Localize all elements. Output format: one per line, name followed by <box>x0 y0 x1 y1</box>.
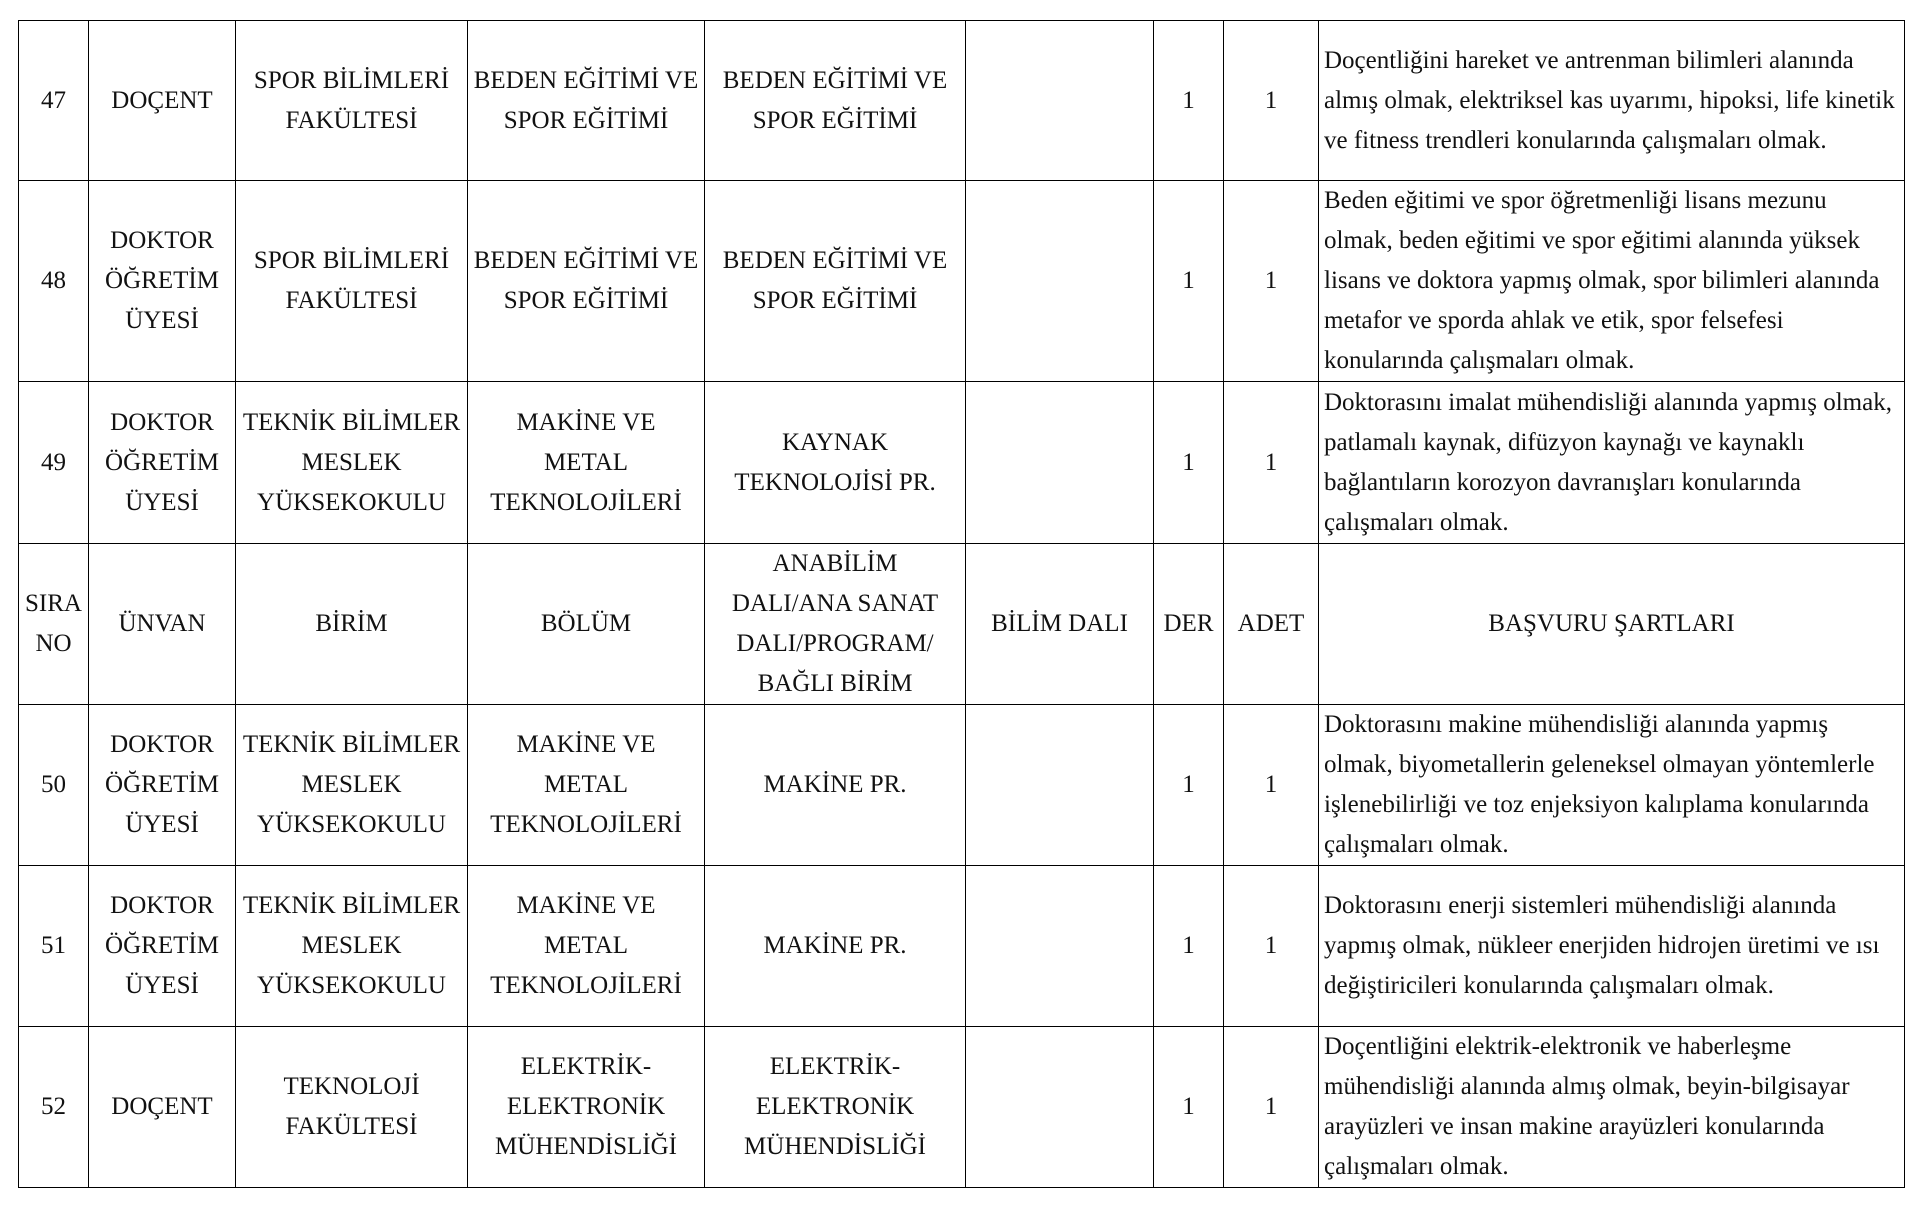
basvuru-sartlari-cell: Doktorasını makine mühendisliği alanında yapmış olmak, biyometallerin geleneksel olmayan yöntemlerle işlenebilirliği ve toz enjeksiyon kalıplama konularında çalışmaları olmak. <box>1319 705 1905 866</box>
unvan-cell: DOÇENT <box>89 1027 236 1188</box>
header-sira-no: SIRA NO <box>19 544 89 705</box>
unvan-cell: DOKTOR ÖĞRETİM ÜYESİ <box>89 382 236 544</box>
table-row <box>19 705 1905 866</box>
bolum-cell: MAKİNE VE METAL TEKNOLOJİLERİ <box>468 382 705 544</box>
sira-no-cell: 50 <box>19 705 89 866</box>
bilim-dali-cell <box>966 1027 1154 1188</box>
bolum-cell: MAKİNE VE METAL TEKNOLOJİLERİ <box>468 705 705 866</box>
adet-cell: 1 <box>1224 866 1319 1027</box>
unvan-cell: DOÇENT <box>89 21 236 181</box>
der-cell: 1 <box>1154 181 1224 382</box>
sira-no-cell: 49 <box>19 382 89 544</box>
adet-cell: 1 <box>1224 382 1319 544</box>
header-anabilim-dali: ANABİLİM DALI/ANA SANAT DALI/PROGRAM/ BAĞLI BİRİM <box>705 544 966 705</box>
table-row <box>19 21 1905 181</box>
birim-cell: SPOR BİLİMLERİ FAKÜLTESİ <box>236 181 468 382</box>
anabilim-dali-cell: BEDEN EĞİTİMİ VE SPOR EĞİTİMİ <box>705 181 966 382</box>
header-birim: BİRİM <box>236 544 468 705</box>
table-header-row <box>19 544 1905 705</box>
der-cell: 1 <box>1154 21 1224 181</box>
der-cell: 1 <box>1154 382 1224 544</box>
header-bolum: BÖLÜM <box>468 544 705 705</box>
der-cell: 1 <box>1154 705 1224 866</box>
anabilim-dali-cell: MAKİNE PR. <box>705 705 966 866</box>
bilim-dali-cell <box>966 866 1154 1027</box>
adet-cell: 1 <box>1224 181 1319 382</box>
positions-table <box>18 20 1905 1188</box>
table-row <box>19 181 1905 382</box>
table-row <box>19 866 1905 1027</box>
bilim-dali-cell <box>966 382 1154 544</box>
header-adet: ADET <box>1224 544 1319 705</box>
birim-cell: TEKNİK BİLİMLER MESLEK YÜKSEKOKULU <box>236 866 468 1027</box>
birim-cell: SPOR BİLİMLERİ FAKÜLTESİ <box>236 21 468 181</box>
bolum-cell: BEDEN EĞİTİMİ VE SPOR EĞİTİMİ <box>468 21 705 181</box>
bolum-cell: MAKİNE VE METAL TEKNOLOJİLERİ <box>468 866 705 1027</box>
sira-no-cell: 51 <box>19 866 89 1027</box>
anabilim-dali-cell: KAYNAK TEKNOLOJİSİ PR. <box>705 382 966 544</box>
basvuru-sartlari-cell: Doçentliğini elektrik-elektronik ve haberleşme mühendisliği alanında almış olmak, beyin-bilgisayar arayüzleri ve insan makine arayüzleri konularında çalışmaları olmak. <box>1319 1027 1905 1188</box>
sira-no-cell: 48 <box>19 181 89 382</box>
bilim-dali-cell <box>966 705 1154 866</box>
bilim-dali-cell <box>966 181 1154 382</box>
birim-cell: TEKNİK BİLİMLER MESLEK YÜKSEKOKULU <box>236 705 468 866</box>
basvuru-sartlari-cell: Beden eğitimi ve spor öğretmenliği lisans mezunu olmak, beden eğitimi ve spor eğitimi alanında yüksek lisans ve doktora yapmış olmak, spor bilimleri alanında metafor ve sporda ahlak ve etik, spor felsefesi konularında çalışmaları olmak. <box>1319 181 1905 382</box>
birim-cell: TEKNİK BİLİMLER MESLEK YÜKSEKOKULU <box>236 382 468 544</box>
adet-cell: 1 <box>1224 1027 1319 1188</box>
header-basvuru-sartlari: BAŞVURU ŞARTLARI <box>1319 544 1905 705</box>
der-cell: 1 <box>1154 1027 1224 1188</box>
basvuru-sartlari-cell: Doktorasını enerji sistemleri mühendisliği alanında yapmış olmak, nükleer enerjiden hidrojen üretimi ve ısı değiştiricileri konularında çalışmaları olmak. <box>1319 866 1905 1027</box>
anabilim-dali-cell: MAKİNE PR. <box>705 866 966 1027</box>
table-row <box>19 382 1905 544</box>
adet-cell: 1 <box>1224 21 1319 181</box>
adet-cell: 1 <box>1224 705 1319 866</box>
basvuru-sartlari-cell: Doktorasını imalat mühendisliği alanında yapmış olmak, patlamalı kaynak, difüzyon kaynağı ve kaynaklı bağlantıların korozyon davranışları konularında çalışmaları olmak. <box>1319 382 1905 544</box>
unvan-cell: DOKTOR ÖĞRETİM ÜYESİ <box>89 705 236 866</box>
unvan-cell: DOKTOR ÖĞRETİM ÜYESİ <box>89 866 236 1027</box>
unvan-cell: DOKTOR ÖĞRETİM ÜYESİ <box>89 181 236 382</box>
der-cell: 1 <box>1154 866 1224 1027</box>
header-unvan: ÜNVAN <box>89 544 236 705</box>
sira-no-cell: 47 <box>19 21 89 181</box>
anabilim-dali-cell: ELEKTRİK-ELEKTRONİK MÜHENDİSLİĞİ <box>705 1027 966 1188</box>
bolum-cell: BEDEN EĞİTİMİ VE SPOR EĞİTİMİ <box>468 181 705 382</box>
bilim-dali-cell <box>966 21 1154 181</box>
anabilim-dali-cell: BEDEN EĞİTİMİ VE SPOR EĞİTİMİ <box>705 21 966 181</box>
bolum-cell: ELEKTRİK-ELEKTRONİK MÜHENDİSLİĞİ <box>468 1027 705 1188</box>
birim-cell: TEKNOLOJİ FAKÜLTESİ <box>236 1027 468 1188</box>
header-der: DER <box>1154 544 1224 705</box>
basvuru-sartlari-cell: Doçentliğini hareket ve antrenman bilimleri alanında almış olmak, elektriksel kas uyarımı, hipoksi, life kinetik ve fitness trendleri konularında çalışmaları olmak. <box>1319 21 1905 181</box>
table-row <box>19 1027 1905 1188</box>
sira-no-cell: 52 <box>19 1027 89 1188</box>
header-bilim-dali: BİLİM DALI <box>966 544 1154 705</box>
